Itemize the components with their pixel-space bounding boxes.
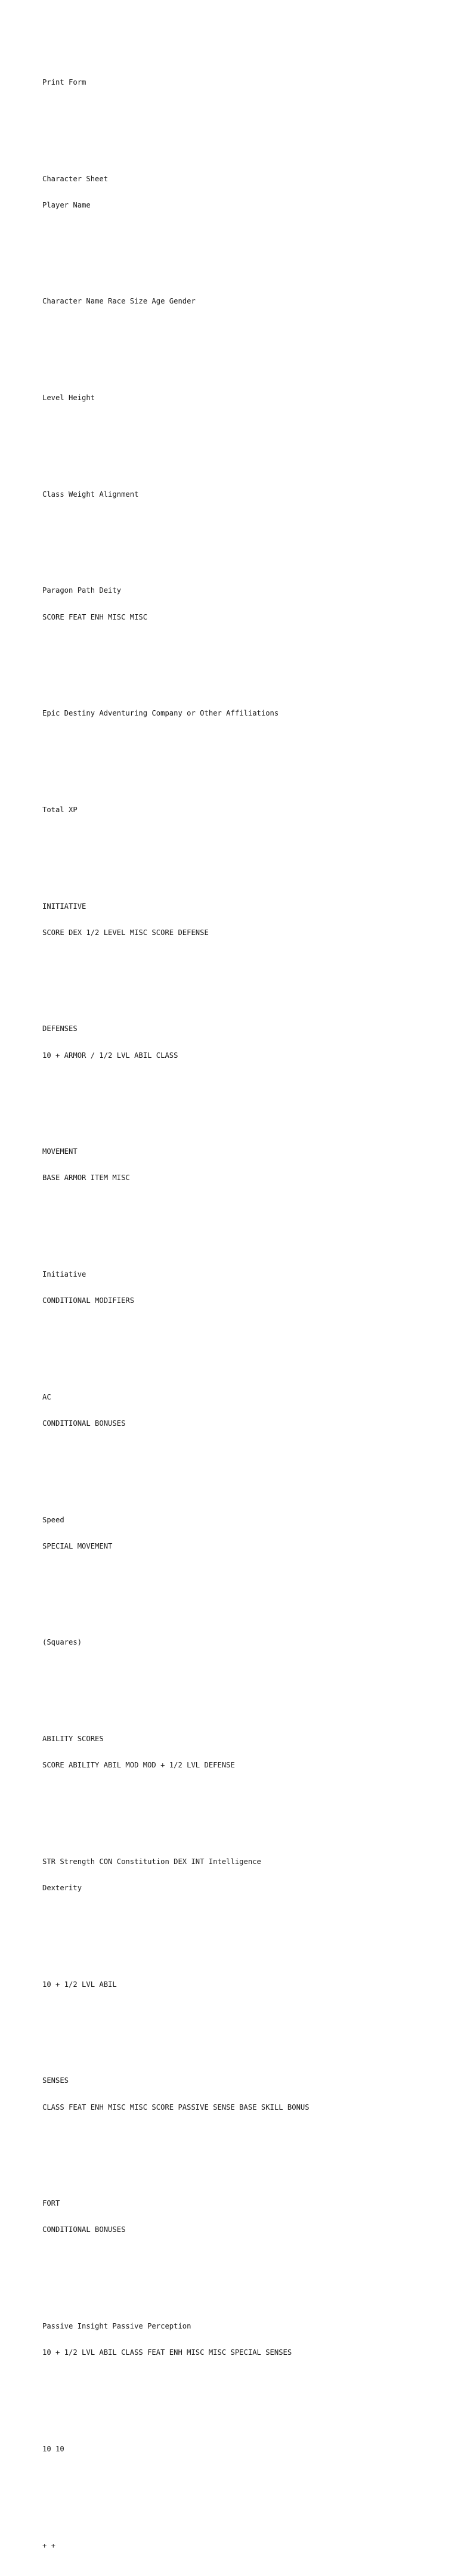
text-block: [42, 569, 448, 639]
text-block: [42, 692, 448, 736]
ability-scores-heading: ABILITY SCORES: [42, 1735, 104, 1744]
text-block: [42, 788, 448, 832]
initiative-columns: SCORE DEX 1/2 LEVEL MISC SCORE DEFENSE: [42, 928, 209, 937]
text-block: [42, 1253, 448, 1323]
text-block: [42, 2059, 448, 2129]
conditional-modifiers-label: CONDITIONAL MODIFIERS: [42, 1296, 135, 1305]
text-block: [42, 60, 448, 104]
sheet-title: Character Sheet: [42, 174, 109, 183]
text-block: [42, 2524, 448, 2568]
squares-label: (Squares): [42, 1638, 82, 1647]
text-block: [42, 1962, 448, 2007]
passive-senses-columns: 10 + 1/2 LVL ABIL CLASS FEAT ENH MISC MISC SPECIAL SENSES: [42, 2348, 292, 2357]
text-block: [42, 884, 448, 955]
passive-senses-labels: Passive Insight Passive Perception: [42, 2322, 191, 2330]
fort-conditional-bonuses-label: CONDITIONAL BONUSES: [42, 2225, 126, 2234]
defense-formula-label: 10 + 1/2 LVL ABIL: [42, 1980, 117, 1989]
movement-columns: BASE ARMOR ITEM MISC: [42, 1174, 130, 1182]
text-block: [42, 1717, 448, 1788]
senses-columns: CLASS FEAT ENH MISC MISC SCORE PASSIVE SENSE BASE SKILL BONUS: [42, 2103, 310, 2111]
plus-signs: + +: [42, 2541, 56, 2550]
defenses-columns: 10 + ARMOR / 1/2 LVL ABIL CLASS: [42, 1051, 178, 1060]
epic-destiny-labels: Epic Destiny Adventuring Company or Other Affiliations: [42, 709, 279, 718]
speed-label: Speed: [42, 1515, 64, 1524]
text-block: [42, 376, 448, 420]
text-block: [42, 280, 448, 324]
ability-scores-columns: SCORE ABILITY ABIL MOD MOD + 1/2 LVL DEFENSE: [42, 1761, 235, 1770]
text-block: [42, 472, 448, 516]
text-block: [42, 1007, 448, 1078]
passive-base-values: 10 10: [42, 2444, 64, 2453]
initiative-heading: INITIATIVE: [42, 902, 86, 911]
fort-label: FORT: [42, 2199, 60, 2208]
class-weight-alignment-labels: Class Weight Alignment: [42, 490, 139, 499]
ability-names-line: STR Strength CON Constitution DEX INT Intelligence: [42, 1857, 261, 1866]
paragon-deity-labels: Paragon Path Deity: [42, 586, 122, 595]
character-sheet-text: [42, 43, 448, 2576]
text-block: [42, 1498, 448, 1568]
initiative-label: Initiative: [42, 1270, 86, 1279]
print-form-label[interactable]: Print Form: [42, 78, 86, 86]
text-block: [42, 2305, 448, 2375]
text-block: [42, 1375, 448, 1445]
dexterity-label: Dexterity: [42, 1884, 82, 1892]
text-block: [42, 2182, 448, 2252]
senses-heading: SENSES: [42, 2076, 69, 2085]
character-info-labels: Character Name Race Size Age Gender: [42, 297, 196, 306]
text-block: [42, 2427, 448, 2471]
conditional-bonuses-label: CONDITIONAL BONUSES: [42, 1419, 126, 1428]
special-movement-label: SPECIAL MOVEMENT: [42, 1541, 113, 1550]
player-name-label: Player Name: [42, 200, 91, 209]
score-columns-label: SCORE FEAT ENH MISC MISC: [42, 612, 148, 621]
text-block: [42, 157, 448, 227]
level-height-labels: Level Height: [42, 394, 95, 402]
movement-heading: MOVEMENT: [42, 1147, 78, 1156]
text-block: [42, 1840, 448, 1911]
ac-label: AC: [42, 1392, 51, 1401]
text-block: [42, 1130, 448, 1200]
text-block: [42, 1621, 448, 1665]
total-xp-label: Total XP: [42, 805, 78, 814]
defenses-heading: DEFENSES: [42, 1024, 78, 1033]
